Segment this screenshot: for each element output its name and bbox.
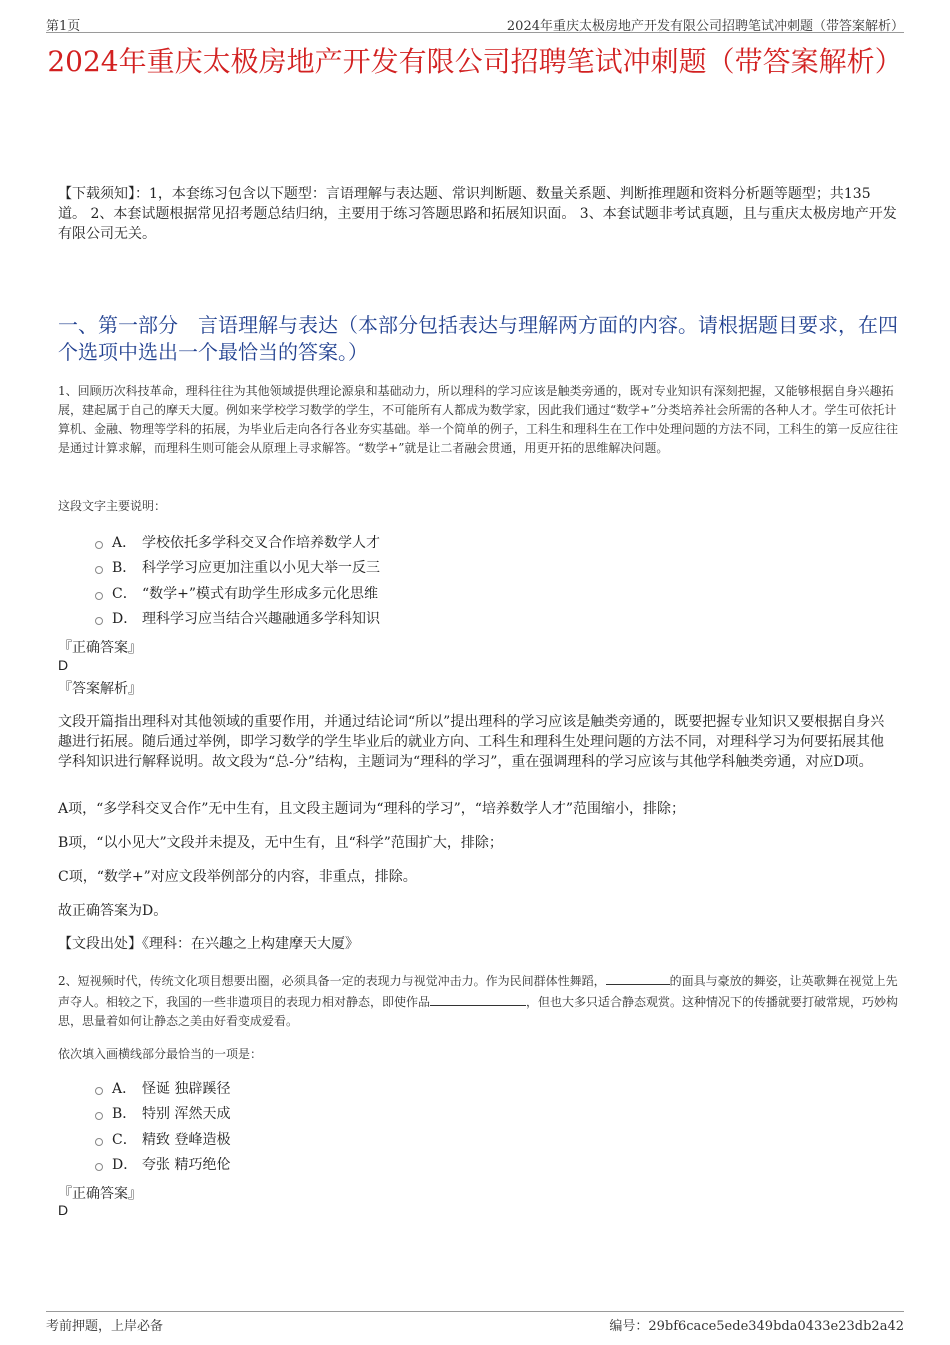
page-footer (46, 1311, 904, 1332)
footer-serial: 编号：29bf6cace5ede349bda0433e23db2a42 (609, 1319, 904, 1334)
analysis-paragraph: A项，“多学科交叉合作”无中生有，且文段主题词为“理科的学习”，“培养数学人才”范围缩小，排除； (58, 801, 686, 817)
question-1-option-b[interactable]: B． 科学学习应更加注重以小见大举一反三 (95, 555, 380, 581)
question-2-options (95, 1075, 230, 1177)
question-1-options (95, 529, 380, 631)
page-header (46, 14, 904, 33)
question-2-option-c[interactable]: C． 精致 登峰造极 (95, 1126, 230, 1152)
question-1-option-c[interactable]: C． “数学+”模式有助学生形成多元化思维 (95, 580, 380, 606)
fill-blank-1[interactable] (606, 970, 670, 985)
question-1-answer-label: 『正确答案』 (58, 640, 142, 656)
question-2-answer-label: 『正确答案』 (58, 1186, 142, 1202)
analysis-conclusion: 故正确答案为D。 (58, 903, 168, 919)
question-1-prompt: 这段文字主要说明： (58, 499, 167, 513)
question-1-stem: 1、回顾历次科技革命，理科往往为其他领域提供理论源泉和基础动力，所以理科的学习应该是触类旁通的，既对专业知识有深刻把握，又能够根据自身兴趣拓展，建起属于自己的摩天大厦。例如来学校学习数学的学生，不可能所有人都成为数学家，因此我们通过“数学+”分类培养社会所需的各种人才。学生可依托计算机、金融、物理等学科的拓展，为毕业后走向各行各业夯实基础。举一个简单的例子，工科生和理科生在工作中处理问题的方法不同，工科生的第一反应往往是通过计算求解，而理科生则可能会从原理上寻求解答。“数学+”就是让二者融会贯通，用更开拓的思维解决问题。 (58, 384, 899, 455)
fill-blank-2[interactable] (430, 991, 526, 1006)
document-title: 2024年重庆太极房地产开发有限公司招聘笔试冲刺题（带答案解析） (47, 45, 903, 78)
radio-icon[interactable] (95, 1163, 103, 1171)
radio-icon[interactable] (95, 1138, 103, 1146)
question-2-option-a[interactable]: A． 怪诞 独辟蹊径 (95, 1075, 230, 1101)
analysis-paragraph: 文段开篇指出理科对其他领域的重要作用，并通过结论词“所以”提出理科的学习应该是触类旁通的，既要把握专业知识又要根据自身兴趣进行拓展。随后通过举例，即学习数学的学生毕业后的就业方向、工科生和理科生处理问题的方法不同，对理科学习为何要拓展其他学科知识进行解释说明。故文段为“总-分”结构，主题词为“理科的学习”，重在强调理科的学习应该与其他学科触类旁通，对应D项。 (58, 714, 885, 770)
download-notice: 【下载须知】：1，本套练习包含以下题型：言语理解与表达题、常识判断题、数量关系题、判断推理题和资料分析题等题型；共135道。 2、本套试题根据常见招考题总结归纳，主要用于练习答题思路和拓展知识面。 3、本套试题非考试真题，且与重庆太极房地产开发有限公司无关。 (58, 186, 897, 242)
question-1-option-d[interactable]: D． 理科学习应当结合兴趣融通多学科知识 (95, 606, 380, 632)
radio-icon[interactable] (95, 1112, 103, 1120)
radio-icon[interactable] (95, 566, 103, 574)
question-1-answer: D (58, 657, 69, 673)
question-1-analysis-label: 『答案解析』 (58, 681, 142, 697)
analysis-source: 【文段出处】《理科：在兴趣之上构建摩天大厦》 (58, 936, 359, 952)
radio-icon[interactable] (95, 541, 103, 549)
header-doc-title: 2024年重庆太极房地产开发有限公司招聘笔试冲刺题（带答案解析） (506, 19, 904, 34)
question-2-option-d[interactable]: D． 夸张 精巧绝伦 (95, 1152, 230, 1178)
section-heading: 一、第一部分 言语理解与表达（本部分包括表达与理解两方面的内容。请根据题目要求，在四个选项中选出一个最恰当的答案。） (58, 313, 898, 364)
page-number: 第1页 (46, 19, 81, 34)
question-1-option-a[interactable]: A． 学校依托多学科交叉合作培养数学人才 (95, 529, 380, 555)
radio-icon[interactable] (95, 592, 103, 600)
analysis-paragraph: B项，“以小见大”文段并未提及，无中生有，且“科学”范围扩大，排除； (58, 835, 503, 851)
question-2-stem: 2、短视频时代，传统文化项目想要出圈，必须具备一定的表现力与视觉冲击力。作为民间群体性舞蹈， 的面具与豪放的舞姿，让英歌舞在视觉上先声夺人。相较之下，我国的一些非遗项目的表现力相对静态，即使作品 ，但也大多只适合静态观赏。这种情况下的传播就要打破常规，巧妙构思，思量着如何让静态之美由好看变成爱看。 (58, 970, 900, 1031)
footer-slogan: 考前押题，上岸必备 (46, 1319, 164, 1334)
analysis-paragraph: C项，“数学+”对应文段举例部分的内容，非重点，排除。 (58, 869, 417, 885)
radio-icon[interactable] (95, 617, 103, 625)
question-2-prompt: 依次填入画横线部分最恰当的一项是： (58, 1047, 263, 1061)
radio-icon[interactable] (95, 1087, 103, 1095)
question-2-answer: D (58, 1202, 69, 1218)
question-2-option-b[interactable]: B． 特别 浑然天成 (95, 1101, 230, 1127)
